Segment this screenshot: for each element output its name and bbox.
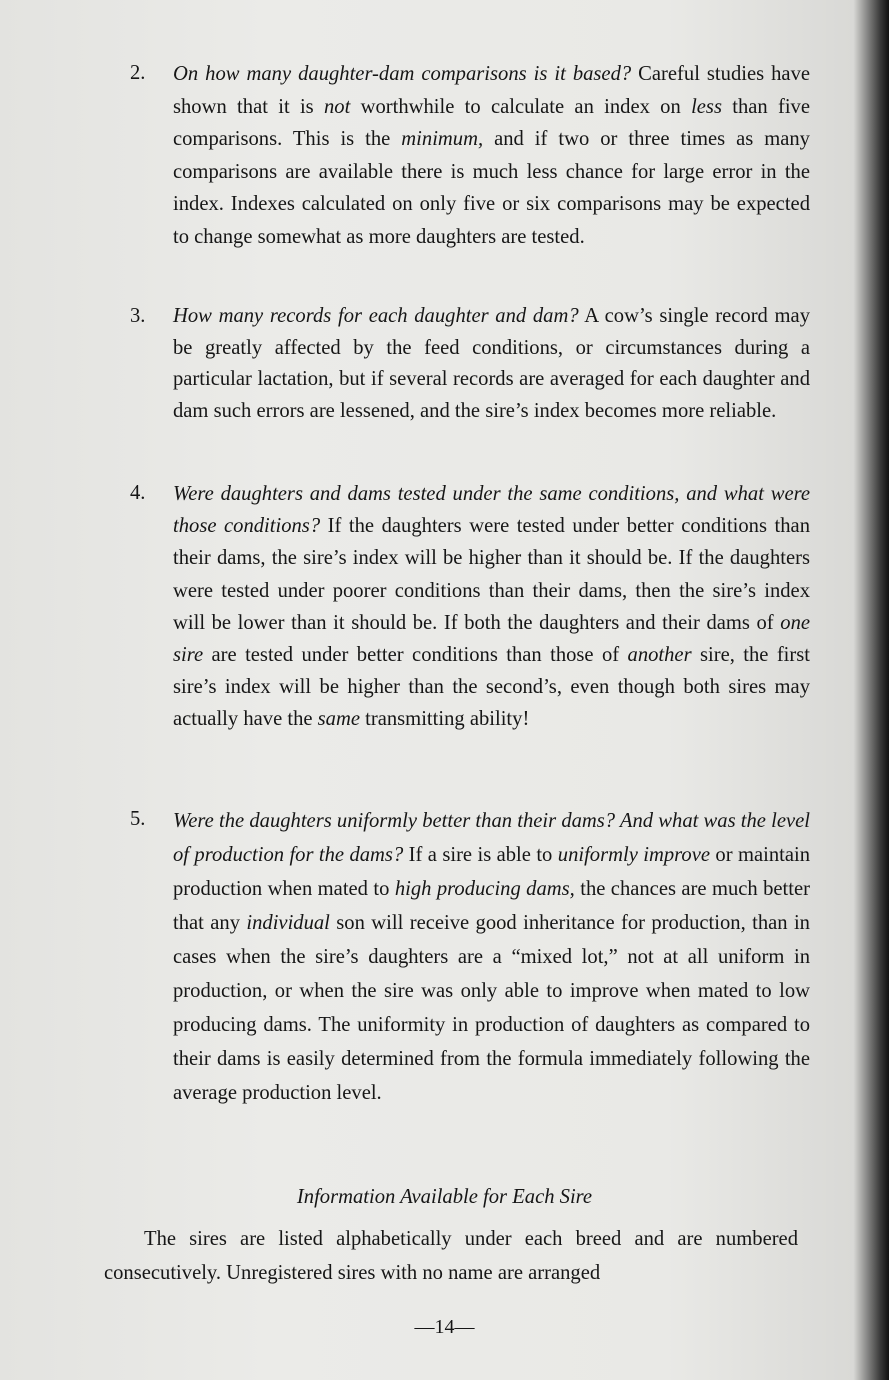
- body-text: A cow’s single record may be greatly affected by the feed conditions, or circumstances during a particular lactation, but if several records are averaged for each daughter and dam such errors are lessened, and the sire’s index becomes more reliable.: [173, 305, 810, 422]
- item-question: Were daughters and dams tested under the same conditions, and what were those conditions?: [173, 483, 810, 538]
- item-question: How many records for each daughter and dam?: [173, 305, 579, 327]
- emphasis-text: less: [691, 95, 722, 118]
- section-heading: Information Available for Each Sire: [296, 1186, 593, 1208]
- item-text: [173, 58, 810, 253]
- body-text: If a sire is able to: [403, 844, 558, 866]
- item-number: 3.: [130, 305, 146, 327]
- emphasis-text: individual: [246, 912, 330, 934]
- body-text: and if two or three times as many comparisons are available there is much less chance for large error in the index. Indexes calculated on only five or six comparisons may be expected to change somewhat as more daughters are tested.: [173, 128, 810, 248]
- body-text: transmitting ability!: [360, 708, 530, 731]
- emphasis-text: not: [323, 95, 351, 118]
- body-text: are tested under better conditions than those of: [203, 644, 628, 667]
- body-text: If the daughters were tested under better conditions than their dams, the sire’s index will be higher than it should be. If the daughters were tested under poorer conditions than their dams, then the sire’s index will be lower than it should be. If both the daughters and their dams of: [173, 515, 810, 634]
- body-text: worthwhile to calculate an index on: [350, 95, 692, 118]
- emphasis-text: one sire: [173, 611, 810, 667]
- body-text: than five comparisons. This is the: [173, 95, 810, 150]
- item-number: 5.: [130, 808, 146, 830]
- list-item-3: [130, 301, 810, 427]
- emphasis-text: uniformly improve: [557, 844, 710, 866]
- list-item-5: [130, 804, 810, 1110]
- item-text: [173, 301, 810, 427]
- emphasis-text: same: [317, 708, 360, 731]
- item-body: [173, 515, 810, 730]
- body-text: son will receive good inheritance for production, than in cases when the sire’s daughters are a “mixed lot,” not at all uniform in production, or when the sire was only able to improve when mated to low producing dams. The uniformity in production of daughters as compared to their dams is easily determined from the formula immediately following the average production level.: [173, 912, 810, 1104]
- item-body: [173, 63, 810, 248]
- item-question: On how many daughter-dam comparisons is it based?: [173, 63, 632, 85]
- body-paragraph: The sires are listed alphabetically under each breed and are numbered consecutively. Unregistered sires with no name are arranged: [104, 1228, 798, 1284]
- body-text: sire, the first sire’s index will be higher than the second’s, even though both sires may actually have the: [173, 644, 810, 731]
- body-text: Careful studies have shown that it is: [173, 63, 811, 118]
- emphasis-text: high producing dams,: [394, 878, 575, 900]
- list-item-2: [130, 58, 810, 253]
- item-number: 4.: [130, 482, 146, 504]
- emphasis-text: another: [627, 644, 692, 667]
- body-text: or maintain production when mated to: [173, 844, 811, 900]
- body-text: the chances are much better that any: [173, 878, 810, 934]
- item-body: [173, 844, 810, 1104]
- item-text: [173, 478, 810, 736]
- emphasis-text: minimum,: [401, 128, 484, 150]
- item-number: 2.: [130, 62, 146, 84]
- page-number: —14—: [414, 1316, 475, 1338]
- list-item-4: [130, 478, 810, 736]
- item-question: Were the daughters uniformly better than their dams? And what was the level of production for the dams?: [173, 810, 810, 866]
- item-text: [173, 804, 810, 1110]
